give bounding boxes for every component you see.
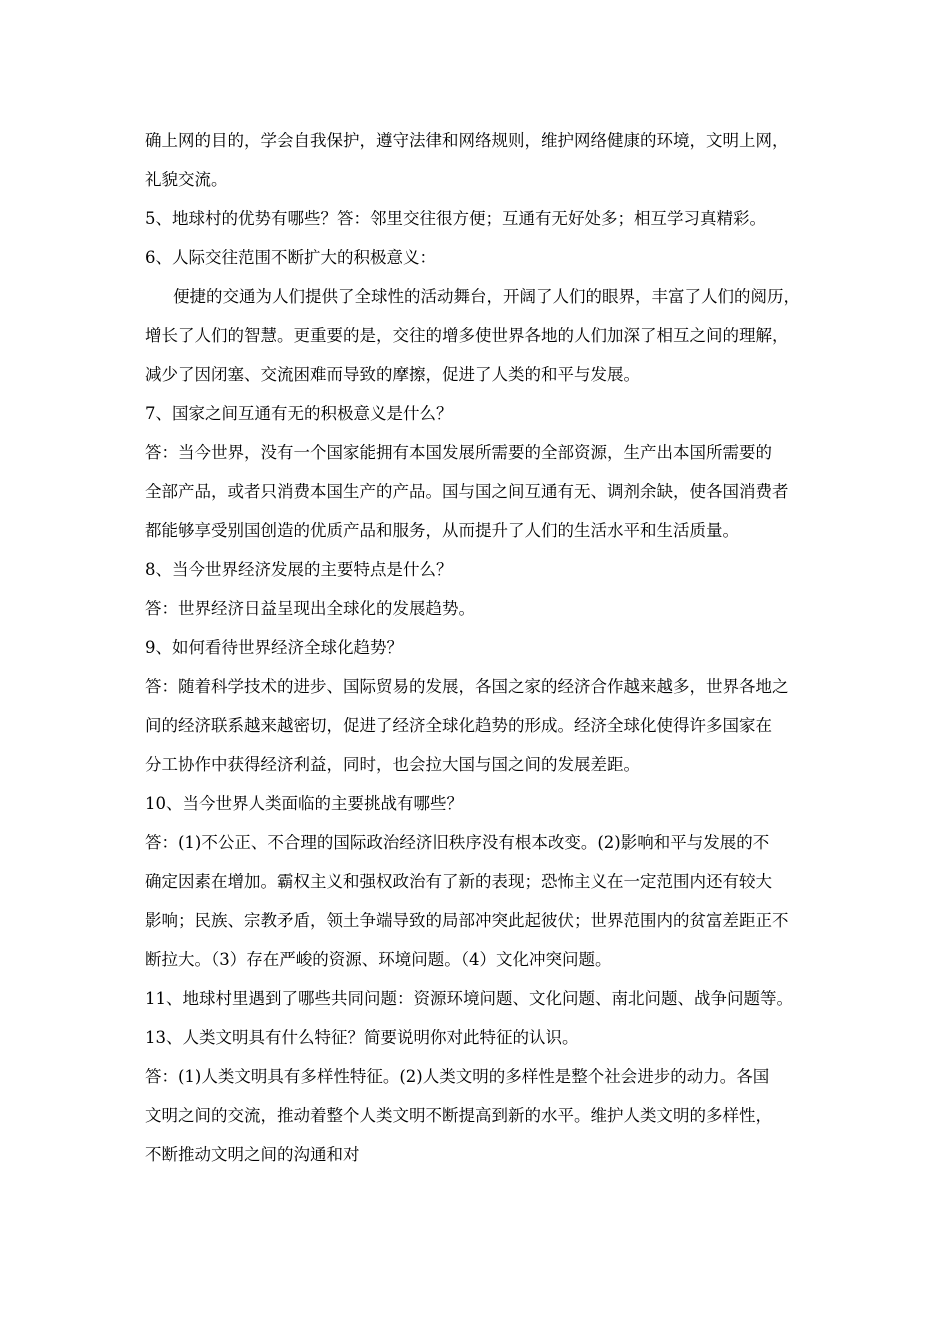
question-10: 10、当今世界人类面临的主要挑战有哪些？ (145, 794, 463, 813)
question-11: 11、地球村里遇到了哪些共同问题：资源环境问题、文化问题、南北问题、战争问题等。 (145, 989, 793, 1008)
answer-13-line: 不断推动文明之间的沟通和对 (145, 1145, 360, 1164)
answer-8-line: 答：世界经济日益呈现出全球化的发展趋势。 (145, 599, 475, 618)
answer-9-line: 间的经济联系越来越密切，促进了经济全球化趋势的形成。经济全球化使得许多国家在 (145, 716, 772, 735)
text-line: 礼貌交流。 (145, 170, 228, 189)
answer-7-line: 都能够享受别国创造的优质产品和服务，从而提升了人们的生活水平和生活质量。 (145, 521, 739, 540)
answer-10-line: 影响；民族、宗教矛盾，领土争端导致的局部冲突此起彼伏；世界范围内的贫富差距正不 (145, 911, 789, 930)
answer-10-line: 确定因素在增加。霸权主义和强权政治有了新的表现；恐怖主义在一定范围内还有较大 (145, 872, 772, 891)
question-7: 7、国家之间互通有无的积极意义是什么？ (145, 404, 453, 423)
answer-6-line: 便捷的交通为人们提供了全球性的活动舞台，开阔了人们的眼界，丰富了人们的阅历， (173, 287, 800, 306)
document-body (145, 121, 815, 1174)
answer-10-line: 断拉大。（3）存在严峻的资源、环境问题。（4）文化冲突问题。 (145, 950, 612, 969)
question-9: 9、如何看待世界经济全球化趋势？ (145, 638, 403, 657)
answer-13-line: 文明之间的交流，推动着整个人类文明不断提高到新的水平。维护人类文明的多样性， (145, 1106, 772, 1125)
question-6: 6、人际交往范围不断扩大的积极意义： (145, 248, 436, 267)
answer-6-line: 增长了人们的智慧。更重要的是，交往的增多使世界各地的人们加深了相互之间的理解， (145, 326, 789, 345)
answer-13-line: 答：(1)人类文明具有多样性特征。(2)人类文明的多样性是整个社会进步的动力。各国 (145, 1067, 770, 1086)
question-13: 13、人类文明具有什么特征？简要说明你对此特征的认识。 (145, 1028, 579, 1047)
answer-9-line: 答：随着科学技术的进步、国际贸易的发展，各国之家的经济合作越来越多，世界各地之 (145, 677, 789, 696)
question-5: 5、地球村的优势有哪些？答：邻里交往很方便；互通有无好处多；相互学习真精彩。 (145, 209, 766, 228)
text-line: 确上网的目的，学会自我保护，遵守法律和网络规则，维护网络健康的环境，文明上网， (145, 131, 789, 150)
answer-9-line: 分工协作中获得经济利益，同时，也会拉大国与国之间的发展差距。 (145, 755, 640, 774)
question-8: 8、当今世界经济发展的主要特点是什么？ (145, 560, 453, 579)
answer-7-line: 答：当今世界，没有一个国家能拥有本国发展所需要的全部资源，生产出本国所需要的 (145, 443, 772, 462)
answer-10-line: 答：(1)不公正、不合理的国际政治经济旧秩序没有根本改变。(2)影响和平与发展的不 (145, 833, 770, 852)
answer-6-line: 减少了因闭塞、交流困难而导致的摩擦，促进了人类的和平与发展。 (145, 365, 640, 384)
answer-7-line: 全部产品，或者只消费本国生产的产品。国与国之间互通有无、调剂余缺，使各国消费者 (145, 482, 789, 501)
